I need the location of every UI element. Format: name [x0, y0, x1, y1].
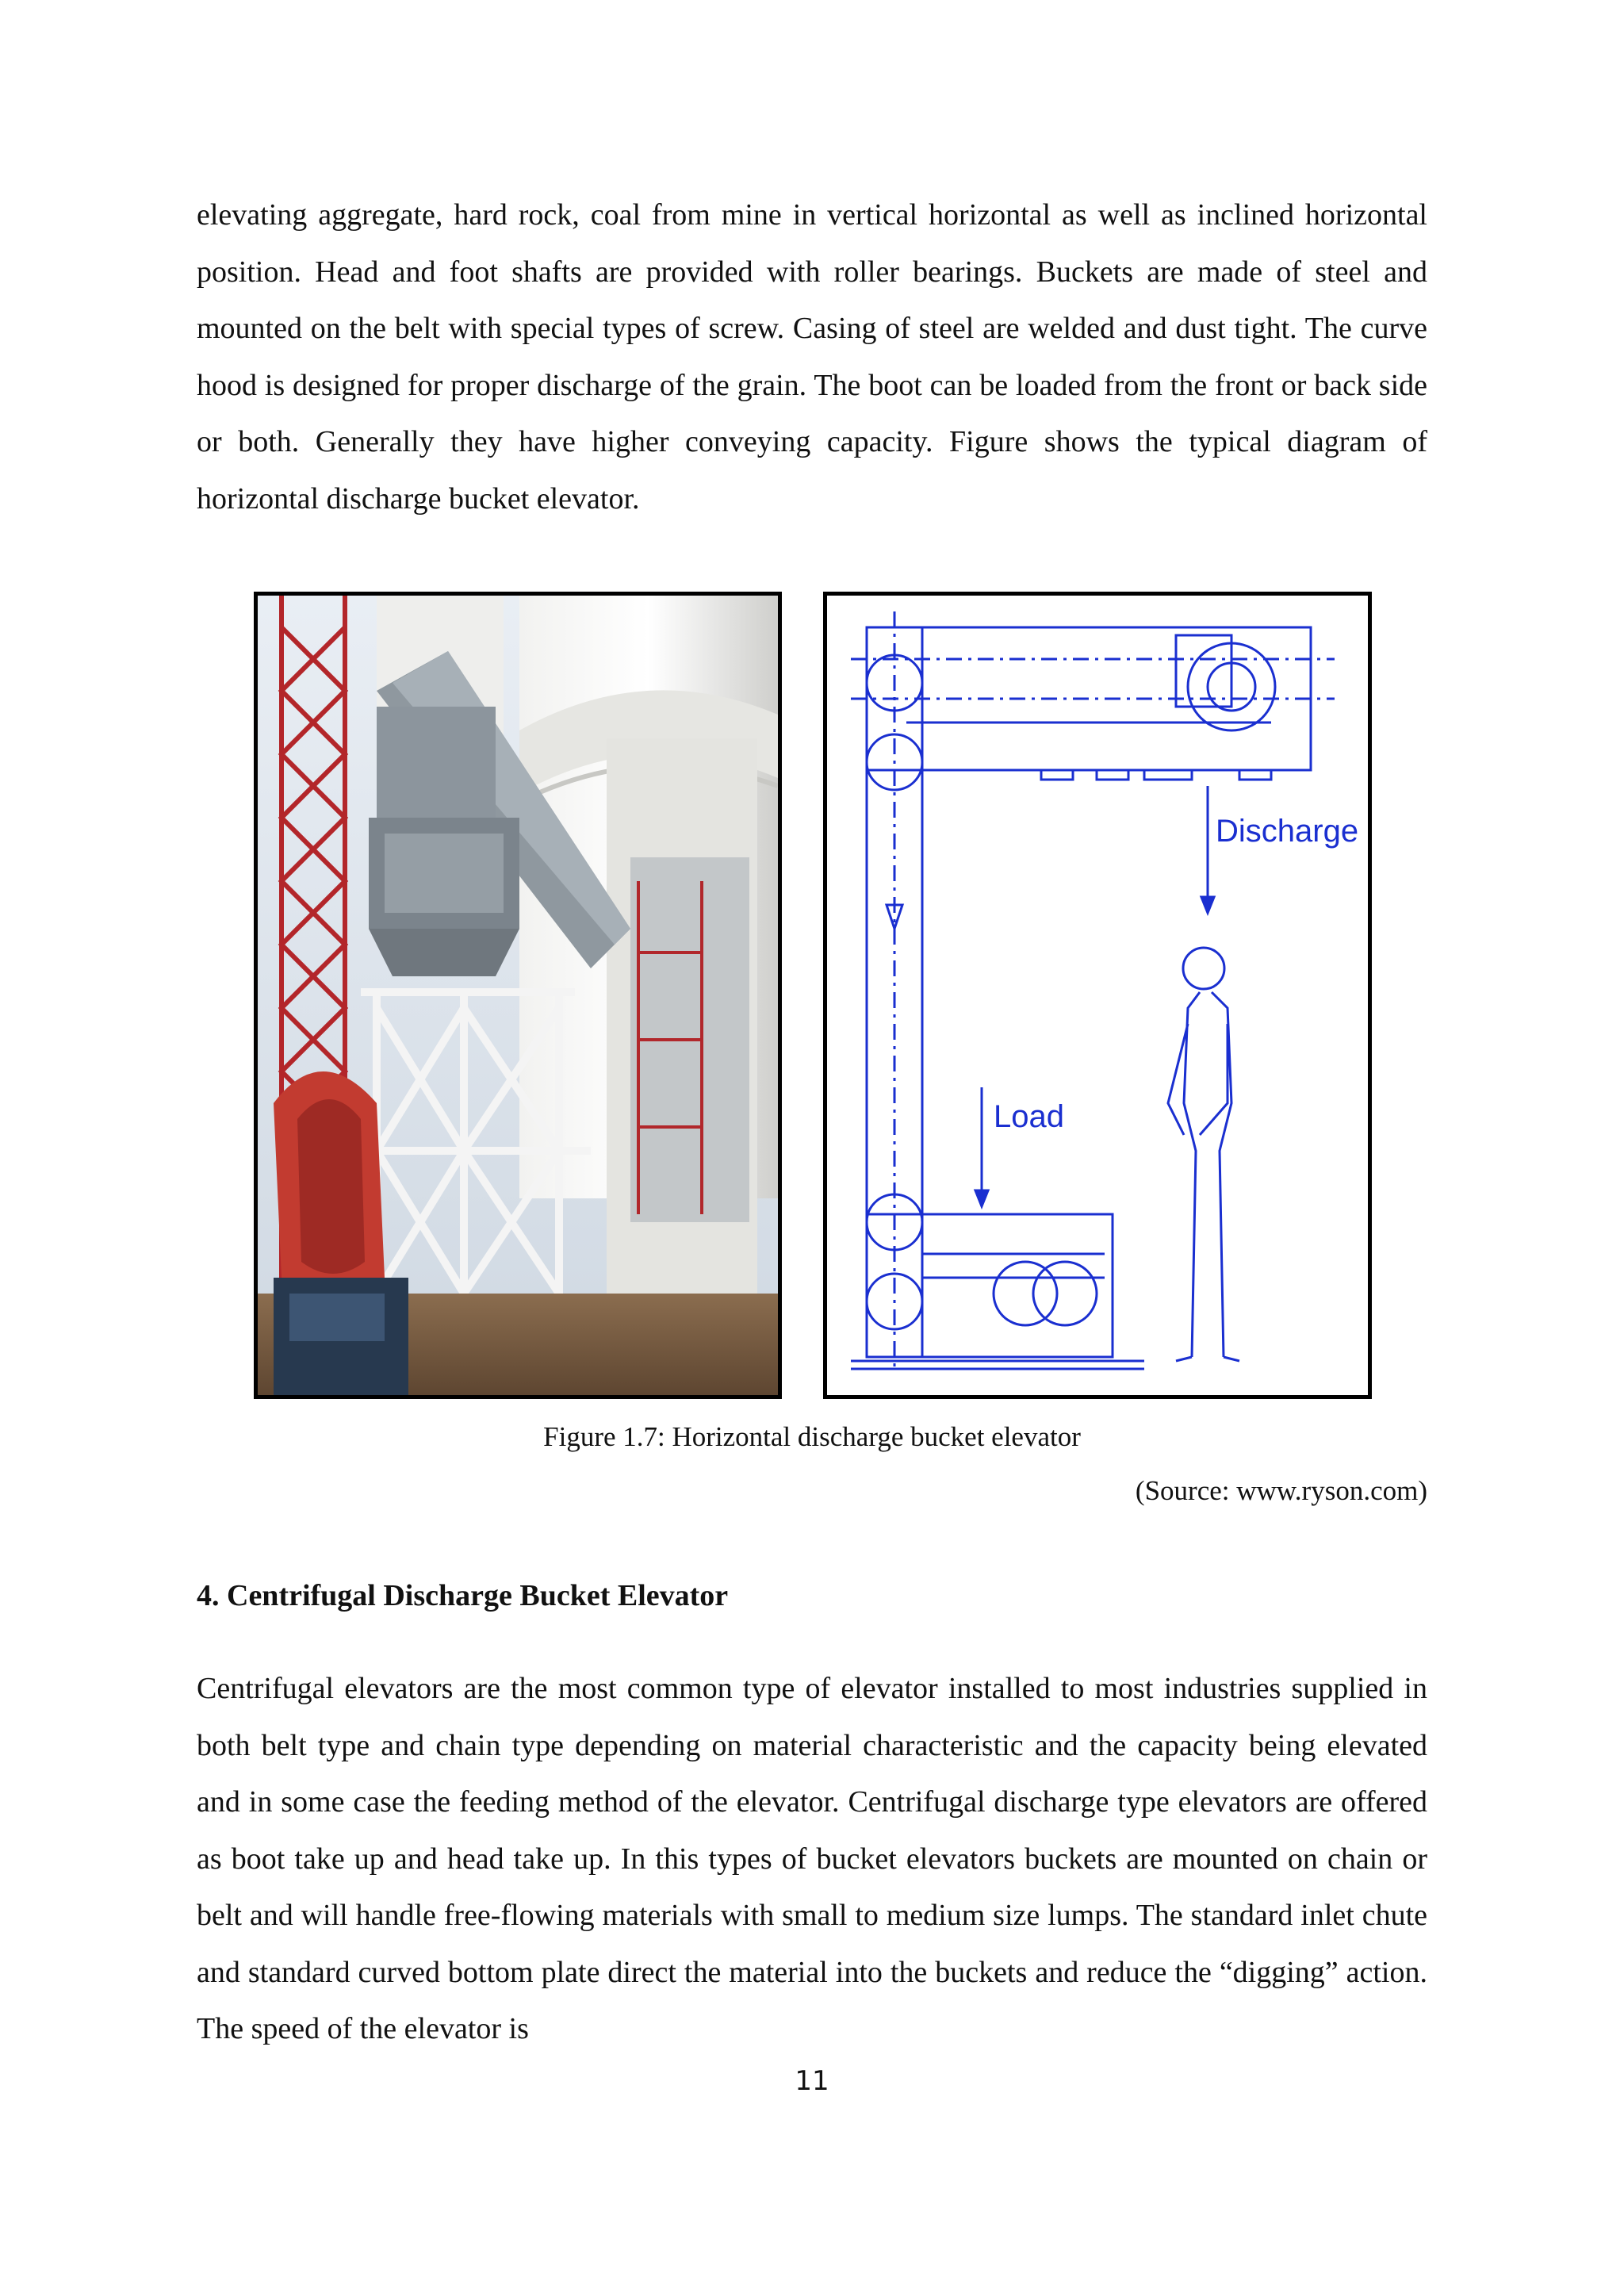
page-number: 11	[795, 2065, 829, 2097]
section-heading: 4. Centrifugal Discharge Bucket Elevator	[197, 1579, 729, 1612]
body-paragraph: elevating aggregate, hard rock, coal from mine in vertical horizontal as well as inclined horizontal position. Head and foot shafts are provided with roller bearings. Buckets are made of steel and mounted on the belt with special types of screw. Casing of steel are welded and dust tight. The curve hood is designed for proper discharge of the grain. The boot can be loaded from the front or back side or both. Generally they have higher conveying capacity. Figure shows the typical diagram of horizontal discharge bucket elevator.	[197, 198, 1427, 516]
elevator-photo	[254, 592, 782, 1399]
elevator-drawing-image	[827, 596, 1368, 1395]
discharge-label: Discharge	[1216, 814, 1359, 849]
elevator-drawing	[823, 592, 1372, 1399]
figure-caption: Figure 1.7: Horizontal discharge bucket elevator	[543, 1421, 1081, 1452]
elevator-photo-image	[258, 596, 778, 1395]
load-label: Load	[994, 1099, 1064, 1134]
figure-source: (Source: www.ryson.com)	[1135, 1475, 1427, 1506]
section-paragraph: Centrifugal elevators are the most common type of elevator installed to most industries supplied in both belt type and chain type depending on material characteristic and the capacity being elevated and in some case the feeding method of the elevator. Centrifugal discharge type elevators are offered as boot take up and head take up. In this types of bucket elevators buckets are mounted on chain or belt and will handle free-flowing materials with small to medium size lumps. The standard inlet chute and standard curved bottom plate direct the material into the buckets and reduce the “digging” action. The speed of the elevator is	[197, 1672, 1427, 2045]
